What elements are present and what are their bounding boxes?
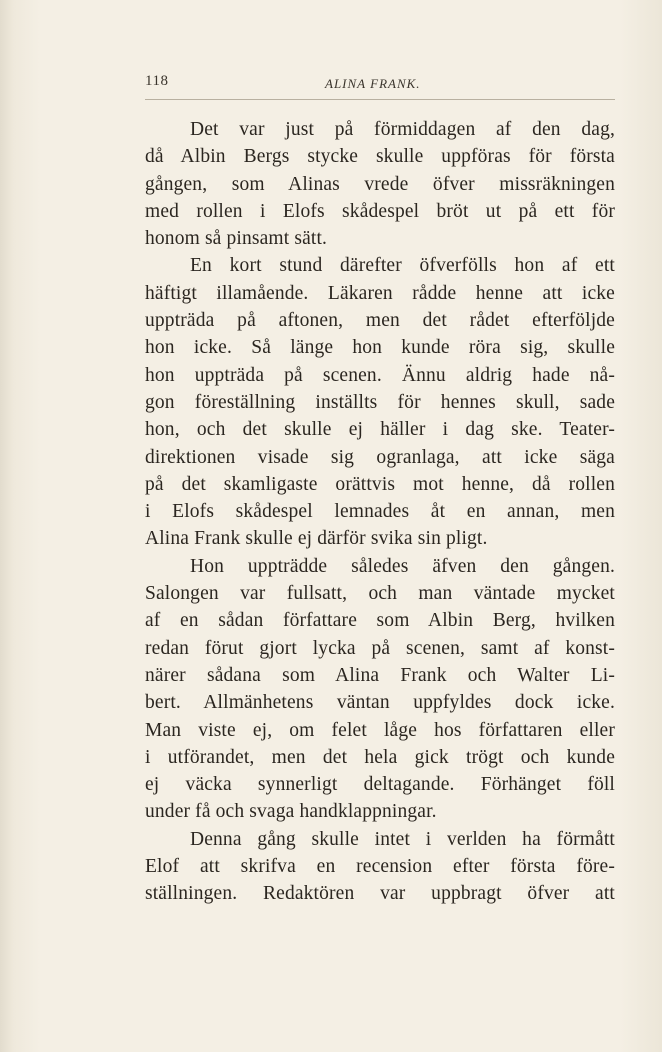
page-number: 118 [145, 73, 169, 89]
text-line: i Elofs skådespel lemnades åt en annan, men [145, 501, 615, 523]
text-line: Denna gång skulle intet i verlden ha förmått [190, 828, 615, 850]
body-text [145, 116, 615, 908]
page-header [145, 73, 615, 95]
text-line: Salongen var fullsatt, och man väntade mycket [145, 583, 615, 605]
text-line: under få och svaga handklappningar. [145, 801, 437, 823]
header-rule [145, 99, 615, 100]
text-line: på det skamligaste orättvis mot henne, då rollen [145, 473, 615, 495]
text-line: Alina Frank skulle ej därför svika sin pligt. [145, 528, 488, 550]
text-line: bert. Allmänhetens väntan uppfyldes dock icke. [145, 692, 615, 714]
text-line: direktionen visade sig ogranlaga, att icke säga [145, 446, 615, 468]
text-line: hon icke. Så länge hon kunde röra sig, skulle [145, 337, 615, 359]
text-line: honom så pinsamt sätt. [145, 228, 328, 250]
text-line: Hon uppträdde således äfven den gången. [190, 555, 615, 577]
text-line: Elof att skrifva en recension efter första före- [145, 856, 615, 878]
text-line: En kort stund därefter öfverfölls hon af ett [190, 255, 615, 277]
running-head: ALINA FRANK. [325, 76, 421, 91]
text-line: då Albin Bergs stycke skulle uppföras för första [145, 146, 615, 168]
text-line: häftigt illamående. Läkaren rådde henne att icke [145, 282, 615, 304]
text-line: hon uppträda på scenen. Ännu aldrig hade nå- [145, 364, 615, 386]
text-line: Det var just på förmiddagen af den dag, [190, 119, 615, 140]
text-line: med rollen i Elofs skådespel bröt ut på ett för [145, 200, 615, 222]
text-line: hon, och det skulle ej häller i dag ske. Teater- [145, 419, 615, 441]
text-line: uppträda på aftonen, men det rådet efterföljde [145, 310, 615, 332]
text-line: Man viste ej, om felet låge hos författaren eller [145, 719, 615, 741]
text-line: närer sådana som Alina Frank och Walter Li- [145, 664, 615, 686]
text-line: redan förut gjort lycka på scenen, samt af konst- [145, 637, 615, 659]
text-line: ställningen. Redaktören var uppbragt öfver att [145, 883, 615, 905]
text-line: i utförandet, men det hela gick trögt och kunde [145, 746, 615, 768]
text-line: gon föreställning inställts för hennes skull, sade [145, 391, 615, 413]
text-line: gången, som Alinas vrede öfver missräkningen [145, 173, 615, 195]
text-line: ej väcka synnerligt deltagande. Förhänget föll [145, 774, 615, 796]
text-line: af en sådan författare som Albin Berg, hvilken [145, 610, 615, 632]
